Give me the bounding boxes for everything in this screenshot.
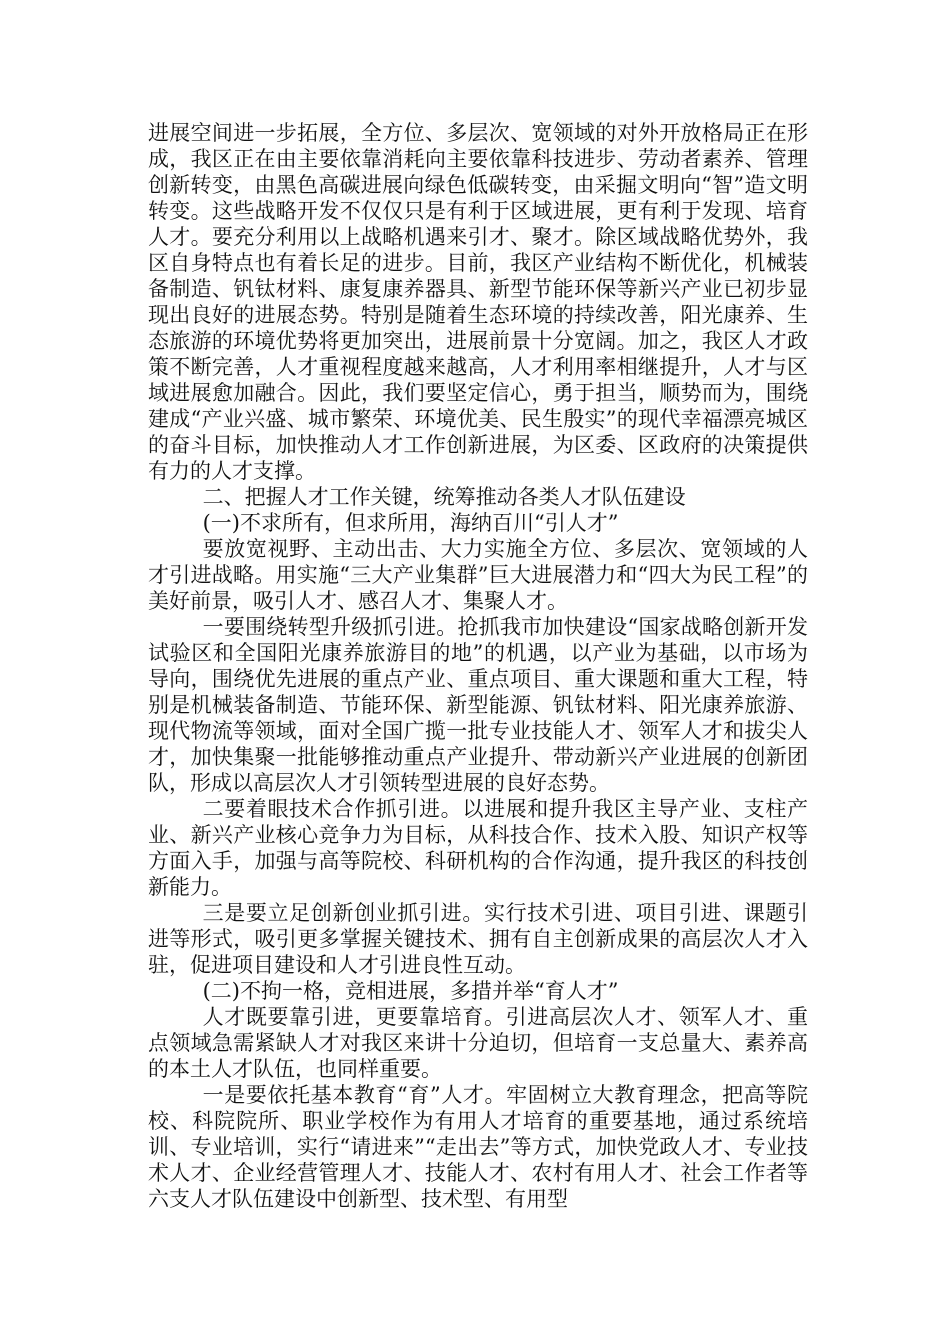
section-heading-2: 二、把握人才工作关键，统筹推动各类人才队伍建设: [202, 485, 686, 509]
paragraph-recruit-innovation: 三是要立足创新创业抓引进。实行技术引进、项目引进、课题引进等形式，吸引更多掌握关键技术、拥有自主创新成果的高层次人才入驻，促进项目建设和人才引进良性互动。: [148, 901, 808, 977]
paragraph-recruit-transformation: 一要围绕转型升级抓引进。抢抓我市加快建设“国家战略创新开发试验区和全国阳光康养旅游目的地”的机遇，以产业为基础，以市场为导向，围绕优先进展的重点产业、重点项目、重大课题和重大工程，特别是机械装备制造、节能环保、新型能源、钒钛材料、阳光康养旅游、现代物流等领域，面对全国广揽一批专业技能人才、领军人才和拔尖人才，加快集聚一批能够推动重点产业提升、带动新兴产业进展的创新团队，形成以高层次人才引领转型进展的良好态势。: [148, 615, 808, 795]
paragraph-recruit-technology: 二要着眼技术合作抓引进。以进展和提升我区主导产业、支柱产业、新兴产业核心竞争力为目标，从科技合作、技术入股、知识产权等方面入手，加强与高等院校、科研机构的合作沟通，提升我区的科技创新能力。: [148, 797, 808, 899]
document-body: [148, 120, 808, 1212]
subsection-heading-2: (二)不拘一格，竞相进展，多措并举“育人才”: [202, 979, 619, 1003]
subsection-heading-1: (一)不求所有，但求所用，海纳百川“引人才”: [202, 511, 619, 535]
paragraph-intro-continued: 进展空间进一步拓展，全方位、多层次、宽领域的对外开放格局正在形成，我区正在由主要依靠消耗向主要依靠科技进步、劳动者素养、管理创新转变，由黑色高碳进展向绿色低碳转变，由采掘文明向“智”造文明转变。这些战略开发不仅仅只是有利于区域进展，更有利于发现、培育人才。要充分利用以上战略机遇来引才、聚才。除区域战略优势外，我区自身特点也有着长足的进步。目前，我区产业结构不断优化，机械装备制造、钒钛材料、康复康养器具、新型节能环保等新兴产业已初步显现出良好的进展态势。特别是随着生态环境的持续改善，阳光康养、生态旅游的环境优势将更加突出，进展前景十分宽阔。加之，我区人才政策不断完善，人才重视程度越来越高，人才利用率相继提升，人才与区域进展愈加融合。因此，我们要坚定信心，勇于担当，顺势而为，围绕建成“产业兴盛、城市繁荣、环境优美、民生殷实”的现代幸福漂亮城区的奋斗目标，加快推动人才工作创新进展，为区委、区政府的决策提供有力的人才支撑。: [148, 121, 808, 483]
paragraph-cultivate-education: 一是要依托基本教育“育”人才。牢固树立大教育理念，把高等院校、科院院所、职业学校作为有用人才培育的重要基地，通过系统培训、专业培训，实行“请进来”“走出去”等方式，加快党政人才、专业技术人才、企业经营管理人才、技能人才、农村有用人才、社会工作者等六支人才队伍建设中创新型、技术型、有用型: [148, 1083, 808, 1211]
paragraph-recruit-intro: 要放宽视野、主动出击、大力实施全方位、多层次、宽领域的人才引进战略。用实施“三大产业集群”巨大进展潜力和“四大为民工程”的美好前景，吸引人才、感召人才、集聚人才。: [148, 537, 808, 613]
paragraph-cultivate-intro: 人才既要靠引进，更要靠培育。引进高层次人才、领军人才、重点领域急需紧缺人才对我区来讲十分迫切，但培育一支总量大、素养高的本土人才队伍，也同样重要。: [148, 1005, 808, 1081]
